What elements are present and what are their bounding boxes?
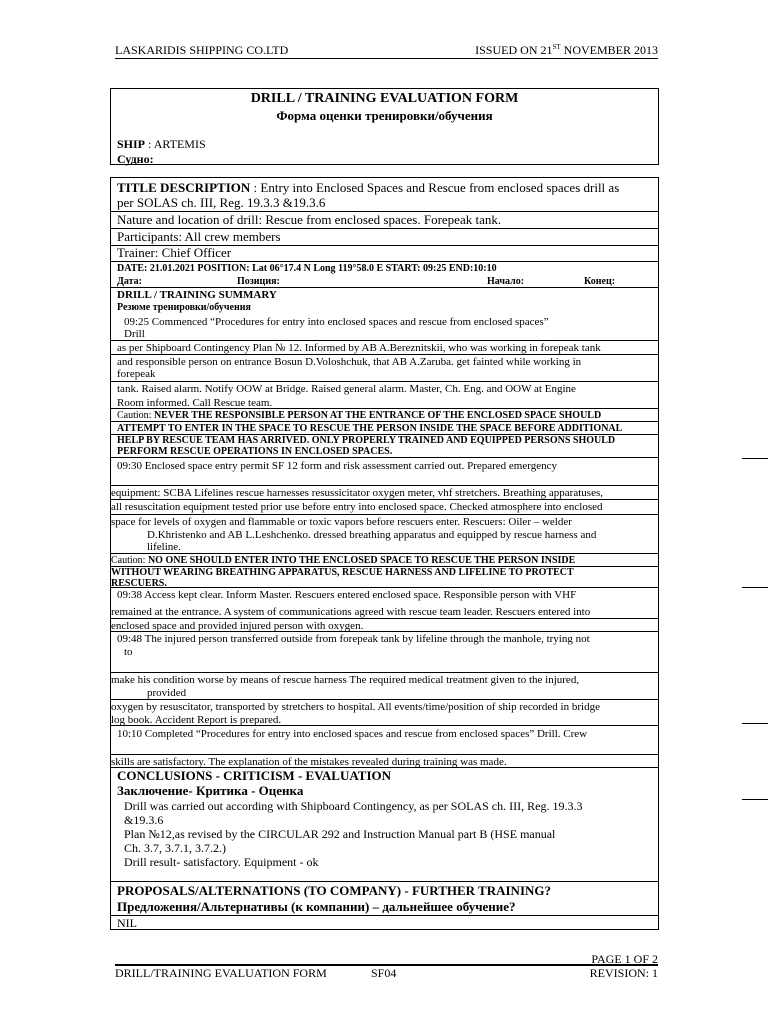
- summary-line: enclosed space and provided injured person with oxygen.: [111, 620, 364, 632]
- conclusion-line: Plan №12,as revised by the CIRCULAR 292 and Instruction Manual part B (HSE manual: [124, 828, 556, 841]
- conclusions-heading-ru: Заключение- Критика - Оценка: [117, 784, 304, 798]
- caution-line-4: PERFORM RESCUE OPERATIONS IN ENCLOSED SPACES.: [117, 446, 393, 457]
- margin-tick: [742, 458, 768, 459]
- row-divider: [111, 915, 658, 916]
- footer-divider: [115, 964, 658, 965]
- summary-line: remained at the entrance. A system of communications agreed with rescue team leader. Rescuers entered into: [111, 606, 591, 618]
- summary-line: provided: [147, 687, 187, 699]
- summary-line: make his condition worse by means of rescue harness The required medical treatment given to the injured,: [111, 674, 580, 686]
- row-divider: [111, 725, 658, 726]
- row-divider: [111, 631, 658, 632]
- summary-line: 09:48 The injured person transferred outside from forepeak tank by lifeline through the manhole, trying not: [117, 633, 590, 645]
- row-divider: [111, 754, 658, 755]
- nature-location: Nature and location of drill: Rescue from enclosed spaces. Forepeak tank.: [117, 213, 502, 227]
- row-divider: [111, 408, 658, 409]
- title-description-line-1: TITLE DESCRIPTION : Entry into Enclosed Spaces and Rescue from enclosed spaces drill as: [117, 181, 620, 195]
- caution-line-2: ATTEMPT TO ENTER IN THE SPACE TO RESCUE THE PERSON INSIDE THE SPACE BEFORE ADDITIONAL: [117, 423, 623, 434]
- date-label-ru: Дата:: [117, 276, 142, 287]
- row-divider: [111, 228, 658, 229]
- caution-2-line-3: RESCUERS.: [111, 578, 167, 589]
- proposals-heading-ru: Предложения/Альтернативы (к компании) – дальнейшее обучение?: [117, 900, 516, 914]
- margin-tick: [742, 587, 768, 588]
- summary-line: space for levels of oxygen and flammable or toxic vapors before rescuers enter. Rescuers: Oiler – welder: [111, 516, 572, 528]
- form-title-block: [110, 88, 659, 165]
- summary-heading-ru: Резюме тренировки/обучения: [117, 302, 251, 313]
- row-divider: [111, 485, 658, 486]
- row-divider: [111, 340, 658, 341]
- margin-tick: [742, 723, 768, 724]
- footer-revision: REVISION: 1: [589, 966, 658, 980]
- row-divider: [111, 767, 658, 768]
- row-divider: [111, 287, 658, 288]
- summary-line: oxygen by resuscitator, transported by stretchers to hospital. All events/time/position of ship recorded in bridge: [111, 701, 600, 713]
- summary-line: 10:10 Completed “Procedures for entry into enclosed spaces and rescue from enclosed spaces” Drill. Crew: [117, 728, 588, 740]
- summary-line: and responsible person on entrance Bosun D.Voloshchuk, that AB A.Zaruba. get fainted while working in: [117, 356, 582, 368]
- summary-line: lifeline.: [147, 541, 181, 553]
- conclusion-line: Drill result- satisfactory. Equipment - ok: [124, 856, 319, 869]
- summary-line: 09:38 Access kept clear. Inform Master. Rescuers entered enclosed space. Responsible person with VHF: [117, 589, 577, 601]
- summary-line: as per Shipboard Contingency Plan № 12. Informed by AB A.Bereznitskii, who was working in forepeak tank: [117, 342, 601, 354]
- row-divider: [111, 699, 658, 700]
- margin-tick: [742, 799, 768, 800]
- ship-label-ru: Судно:: [117, 152, 154, 166]
- summary-line: all resuscitation equipment tested prior use before entry into enclosed space. Checked atmosphere into enclosed: [111, 501, 603, 513]
- title-description-line-2: per SOLAS ch. III, Reg. 19.3.3 &19.3.6: [117, 196, 326, 210]
- page-header: [115, 40, 658, 59]
- form-title-ru: Форма оценки тренировки/обучения: [276, 108, 493, 123]
- row-divider: [111, 672, 658, 673]
- conclusion-line: Drill was carried out according with Shipboard Contingency, as per SOLAS ch. III, Reg. 19.3.3: [124, 800, 583, 813]
- caution-2-line-2: WITHOUT WEARING BREATHING APPARATUS, RESCUE HARNESS AND LIFELINE TO PROTECT: [111, 567, 574, 578]
- summary-line: tank. Raised alarm. Notify OOW at Bridge. Raised general alarm. Master, Ch. Eng. and OOW at Engine: [117, 383, 576, 395]
- conclusions-heading: CONCLUSIONS - CRITICISM - EVALUATION: [117, 769, 392, 783]
- summary-line: to: [124, 646, 133, 658]
- page-number: PAGE 1 OF 2: [115, 952, 658, 966]
- row-divider: [111, 457, 658, 458]
- summary-line: 09:25 Commenced “Procedures for entry into enclosed spaces and rescue from enclosed spaces”: [124, 316, 549, 328]
- summary-line: Drill: [124, 328, 145, 340]
- position-label-ru: Позиция:: [237, 276, 280, 287]
- row-divider: [111, 261, 658, 262]
- row-divider: [111, 587, 658, 588]
- summary-line: log book. Accident Report is prepared.: [111, 714, 282, 726]
- issue-date: ISSUED ON 21ST NOVEMBER 2013: [475, 43, 658, 57]
- ship-field: SHIP : ARTEMIS: [117, 137, 206, 151]
- caution-line-1: Caution: NEVER THE RESPONSIBLE PERSON AT THE ENTRANCE OF THE ENCLOSED SPACE SHOULD: [117, 410, 602, 421]
- caution-2-line-1: Caution: NO ONE SHOULD ENTER INTO THE ENCLOSED SPACE TO RESCUE THE PERSON INSIDE: [111, 555, 576, 566]
- company-name: LASKARIDIS SHIPPING CO.LTD: [115, 43, 289, 57]
- participants: Participants: All crew members: [117, 230, 281, 244]
- row-divider: [111, 499, 658, 500]
- end-label-ru: Конец:: [584, 276, 616, 287]
- row-divider: [111, 381, 658, 382]
- proposals-heading: PROPOSALS/ALTERNATIONS (TO COMPANY) - FURTHER TRAINING?: [117, 884, 552, 898]
- summary-line: forepeak: [117, 368, 156, 380]
- row-divider: [111, 211, 658, 212]
- summary-line: equipment: SCBA Lifelines rescue harnesses resussicitator oxygen meter, vhf stretchers. Breathing apparatuses,: [111, 487, 603, 499]
- summary-line: D.Khristenko and AB L.Leshchenko. dressed breathing apparatus and equipped by rescue harness and: [147, 529, 597, 541]
- row-divider: [111, 514, 658, 515]
- conclusion-line: &19.3.6: [124, 814, 164, 827]
- conclusion-line: Ch. 3.7, 3.7.1, 3.7.2.): [124, 842, 226, 855]
- row-divider: [111, 354, 658, 355]
- footer-form-name: DRILL/TRAINING EVALUATION FORM: [115, 966, 327, 980]
- caution-line-3: HELP BY RESCUE TEAM HAS ARRIVED. ONLY PROPERLY TRAINED AND EQUIPPED PERSONS SHOULD: [117, 435, 616, 446]
- start-label-ru: Начало:: [487, 276, 525, 287]
- summary-heading: DRILL / TRAINING SUMMARY: [117, 289, 277, 301]
- date-position-line: DATE: 21.01.2021 POSITION: Lat 06°17.4 N Long 119°58.0 E START: 09:25 END:10:10: [117, 263, 497, 274]
- footer-form-code: SF04: [371, 966, 397, 980]
- row-divider: [111, 421, 658, 422]
- drill-details-table: [110, 177, 659, 930]
- row-divider: [111, 881, 658, 882]
- summary-line: Room informed. Call Rescue team.: [117, 397, 273, 409]
- proposals-value: NIL: [117, 917, 137, 930]
- summary-line: skills are satisfactory. The explanation of the mistakes revealed during training was made.: [111, 756, 507, 768]
- row-divider: [111, 618, 658, 619]
- trainer: Trainer: Chief Officer: [117, 246, 232, 260]
- row-divider: [111, 553, 658, 554]
- form-title: DRILL / TRAINING EVALUATION FORM: [250, 91, 519, 106]
- summary-line: 09:30 Enclosed space entry permit SF 12 form and risk assessment carried out. Prepared emergency: [117, 460, 557, 472]
